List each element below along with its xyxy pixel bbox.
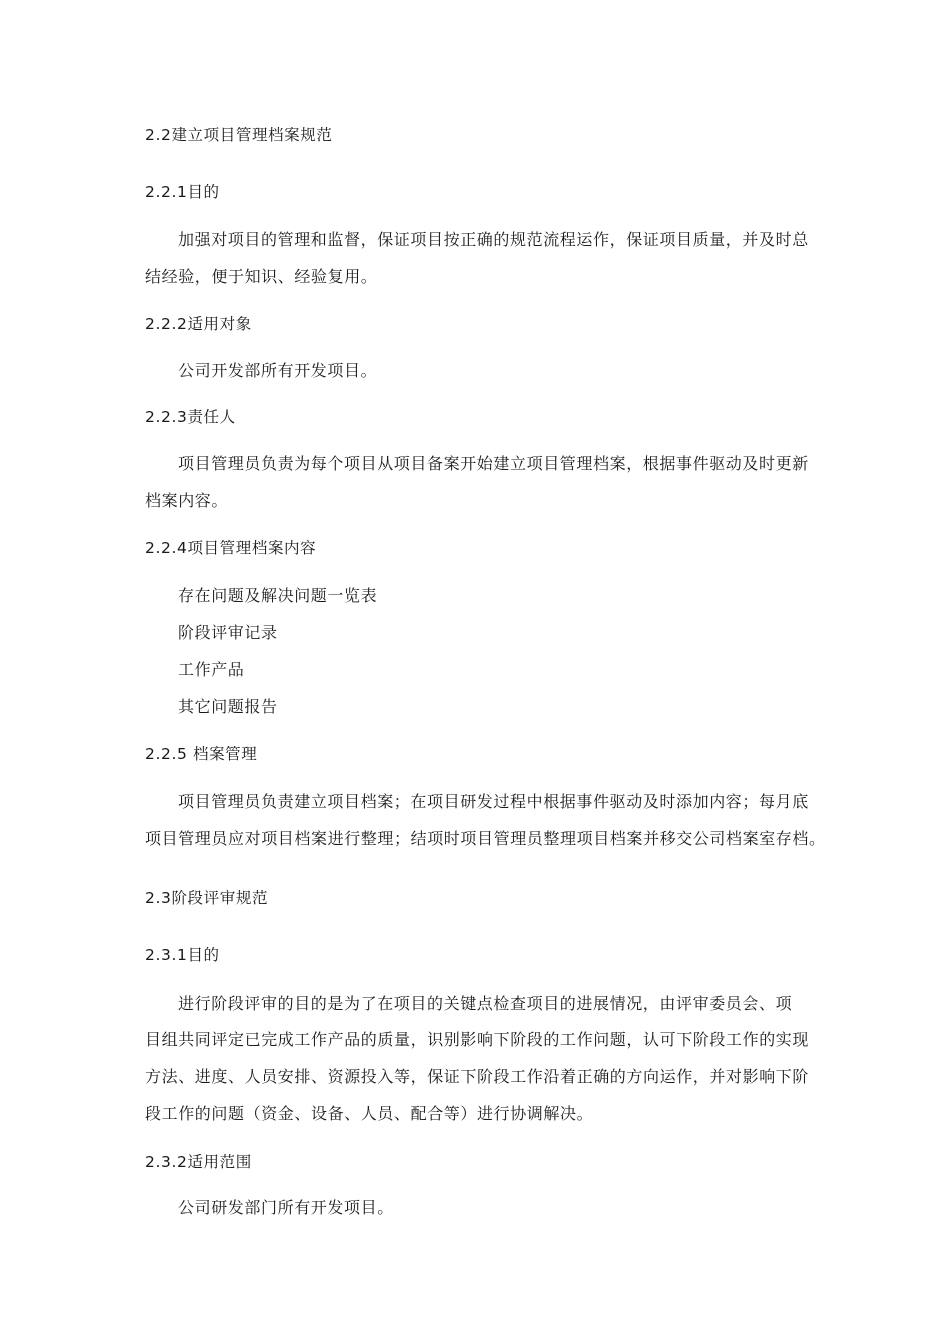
subsection-heading-2-3-1: 2.3.1目的	[145, 946, 220, 964]
paragraph-line: 项目管理员负责建立项目档案；在项目研发过程中根据事件驱动及时添加内容；每月底	[178, 792, 809, 811]
subsection-heading-2-2-1: 2.2.1目的	[145, 183, 220, 201]
paragraph-line: 目组共同评定已完成工作产品的质量，识别影响下阶段的工作问题，认可下阶段工作的实现	[145, 1030, 810, 1049]
paragraph-line: 项目管理员负责为每个项目从项目备案开始建立项目管理档案，根据事件驱动及时更新	[178, 454, 809, 473]
list-item: 阶段评审记录	[178, 623, 278, 642]
paragraph-line: 结经验，便于知识、经验复用。	[145, 267, 378, 286]
subsection-heading-2-2-4: 2.2.4项目管理档案内容	[145, 539, 317, 557]
paragraph-line: 进行阶段评审的目的是为了在项目的关键点检查项目的进展情况，由评审委员会、项	[178, 994, 793, 1013]
paragraph-line: 加强对项目的管理和监督，保证项目按正确的规范流程运作，保证项目质量，并及时总	[178, 230, 809, 249]
list-item: 其它问题报告	[178, 697, 278, 716]
list-item: 工作产品	[178, 660, 245, 679]
section-heading-2-3: 2.3阶段评审规范	[145, 889, 269, 907]
subsection-heading-2-2-3: 2.2.3责任人	[145, 408, 236, 426]
paragraph-line: 方法、进度、人员安排、资源投入等，保证下阶段工作沿着正确的方向运作，并对影响下阶	[145, 1067, 810, 1086]
subsection-heading-2-2-5: 2.2.5 档案管理	[145, 745, 258, 763]
paragraph-line: 档案内容。	[145, 491, 229, 510]
list-item: 存在问题及解决问题一览表	[178, 586, 378, 605]
paragraph-line: 项目管理员应对项目档案进行整理；结项时项目管理员整理项目档案并移交公司档案室存档。	[145, 829, 826, 848]
section-heading-2-2: 2.2建立项目管理档案规范	[145, 126, 333, 144]
paragraph-line: 段工作的问题（资金、设备、人员、配合等）进行协调解决。	[145, 1104, 594, 1123]
subsection-heading-2-3-2: 2.3.2适用范围	[145, 1153, 252, 1171]
subsection-heading-2-2-2: 2.2.2适用对象	[145, 315, 252, 333]
paragraph-line: 公司开发部所有开发项目。	[178, 361, 378, 380]
paragraph-line: 公司研发部门所有开发项目。	[178, 1198, 394, 1217]
